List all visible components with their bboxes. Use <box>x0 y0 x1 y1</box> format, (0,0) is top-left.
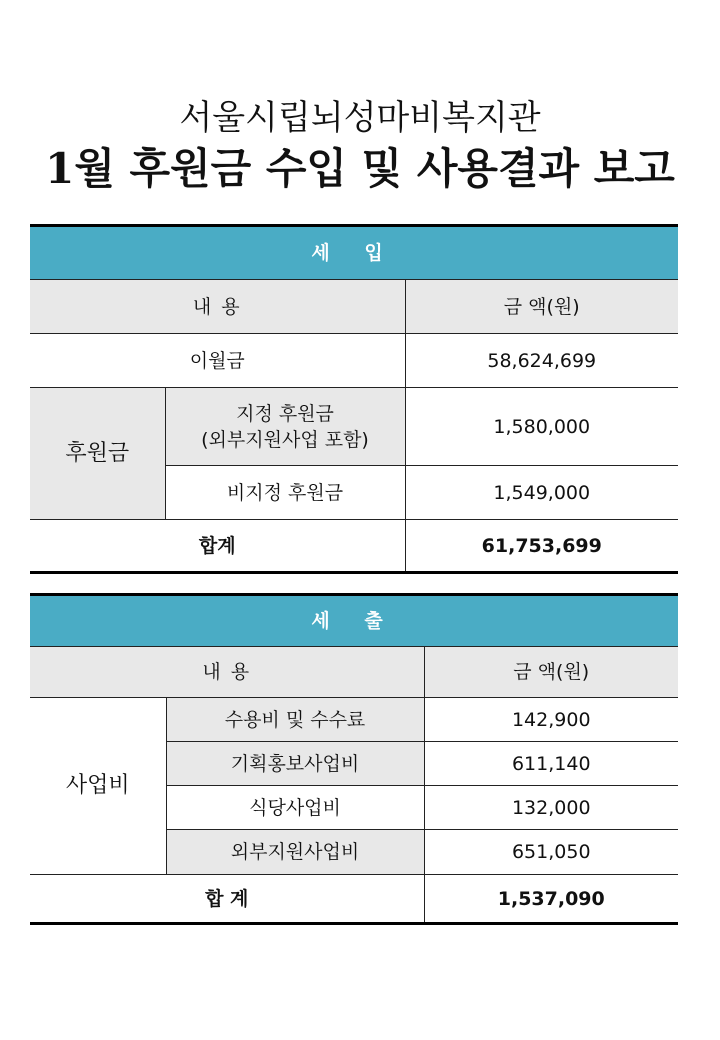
expense-row-label: 기획홍보사업비 <box>166 742 424 786</box>
designated-label-line2: (외부지원사업 포함) <box>201 428 369 451</box>
expense-row-label: 수용비 및 수수료 <box>166 698 424 742</box>
expense-row-amount: 611,140 <box>424 742 678 786</box>
income-total-label: 합계 <box>198 534 236 557</box>
expense-row-label: 식당사업비 <box>166 786 424 830</box>
carryover-amount: 58,624,699 <box>405 334 678 388</box>
expense-row-amount: 132,000 <box>424 786 678 830</box>
expense-table <box>30 593 678 925</box>
carryover-label: 이월금 <box>30 334 405 388</box>
expense-row-amount: 651,050 <box>424 830 678 875</box>
income-table <box>30 224 678 574</box>
expense-group-label: 사업비 <box>30 698 166 875</box>
expense-row-label: 외부지원사업비 <box>166 830 424 875</box>
expense-total-label: 합 계 <box>205 887 249 910</box>
expense-total-amount: 1,537,090 <box>424 875 678 924</box>
income-col-content: 내 용 <box>30 280 405 334</box>
non-designated-amount: 1,549,000 <box>405 466 678 520</box>
income-col-amount: 금 액(원) <box>405 280 678 334</box>
income-total-amount: 61,753,699 <box>405 520 678 573</box>
income-header: 세 입 <box>30 226 678 280</box>
expense-header: 세 출 <box>30 595 678 647</box>
expense-row-amount: 142,900 <box>424 698 678 742</box>
donation-group-label: 후원금 <box>30 388 165 520</box>
designated-label <box>165 388 405 466</box>
expense-col-content: 내 용 <box>30 647 424 698</box>
designated-amount: 1,580,000 <box>405 388 678 466</box>
expense-col-amount: 금 액(원) <box>424 647 678 698</box>
designated-label-line1: 지정 후원금 <box>236 402 334 425</box>
title-report-name: 1월 후원금 수입 및 사용결과 보고 <box>45 144 675 193</box>
title-org-name: 서울시립뇌성마비복지관 <box>179 98 541 138</box>
non-designated-label: 비지정 후원금 <box>165 466 405 520</box>
